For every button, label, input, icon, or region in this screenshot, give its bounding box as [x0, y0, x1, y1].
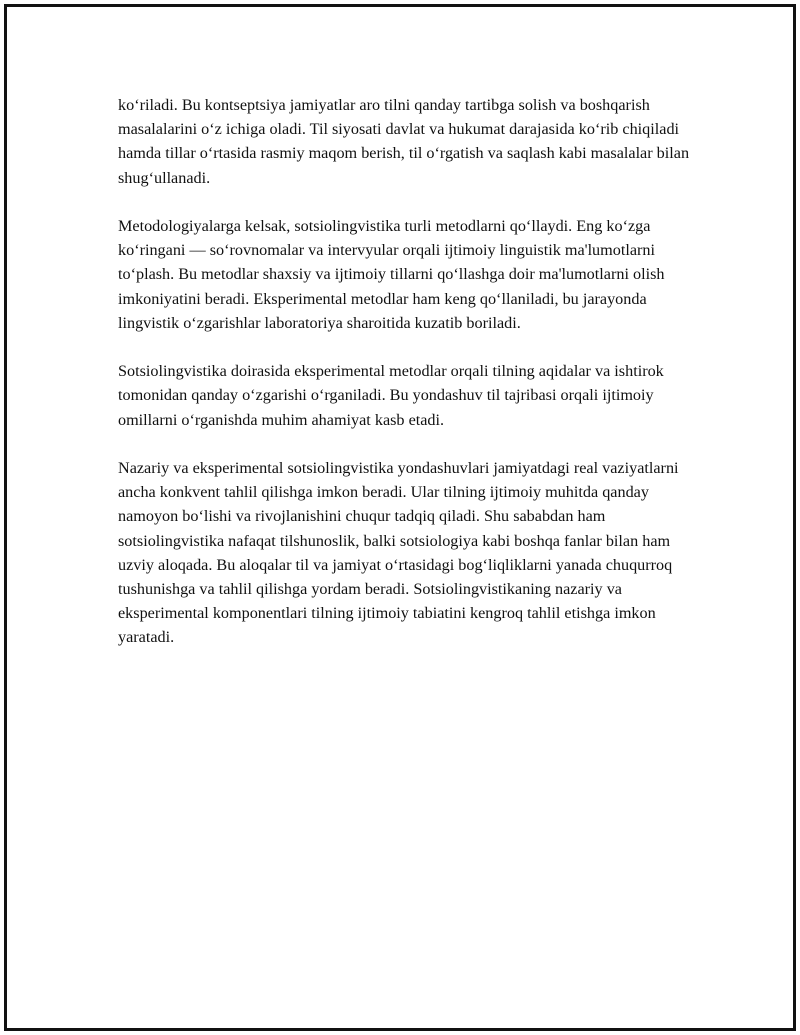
paragraph-3: Sotsiolingvistika doirasida eksperimental metodlar orqali tilning aqidalar va ishtirok tomonidan qanday o‘zgarishi o‘rganiladi. Bu yondashuv til tajribasi orqali ijtimoiy omillarni o‘rganishda muhim ahamiyat kasb etadi.	[118, 362, 664, 429]
paragraph-4: Nazariy va eksperimental sotsiolingvistika yondashuvlari jamiyatdagi real vaziyatlarni ancha konkvent tahlil qilishga imkon beradi. Ular tilning ijtimoiy muhitda qanday namoyon bo‘lishi va rivojlanishini chuqur tadqiq qiladi. Shu sababdan ham sotsiolingvistika nafaqat tilshunoslik, balki sotsiologiya kabi boshqa fanlar bilan ham uzviy aloqada. Bu aloqalar til va jamiyat o‘rtasidagi bog‘liqliklarni yanada chuqurroq tushunishga va tahlil qilishga yordam beradi. Sotsiolingvistikaning nazariy va eksperimental komponentlari tilning ijtimoiy tabiatini kengroq tahlil etishga imkon yaratadi.	[118, 459, 679, 647]
document-body	[118, 93, 708, 674]
paragraph-2: Metodologiyalarga kelsak, sotsiolingvistika turli metodlarni qo‘llaydi. Eng ko‘zga ko‘ringani — so‘rovnomalar va intervyular orqali ijtimoiy linguistik ma'lumotlarni to‘plash. Bu metodlar shaxsiy va ijtimoiy tillarni qo‘llashga doir ma'lumotlarni olish imkoniyatini beradi. Eksperimental metodlar ham keng qo‘llaniladi, bu jarayonda lingvistik o‘zgarishlar laboratoriya sharoitida kuzatib boriladi.	[118, 217, 665, 332]
paragraph-1: ko‘riladi. Bu kontseptsiya jamiyatlar aro tilni qanday tartibga solish va boshqarish masalalarini o‘z ichiga oladi. Til siyosati davlat va hukumat darajasida ko‘rib chiqiladi hamda tillar o‘rtasida rasmiy maqom berish, til o‘rgatish va saqlash kabi masalalar bilan shug‘ullanadi.	[118, 96, 690, 187]
